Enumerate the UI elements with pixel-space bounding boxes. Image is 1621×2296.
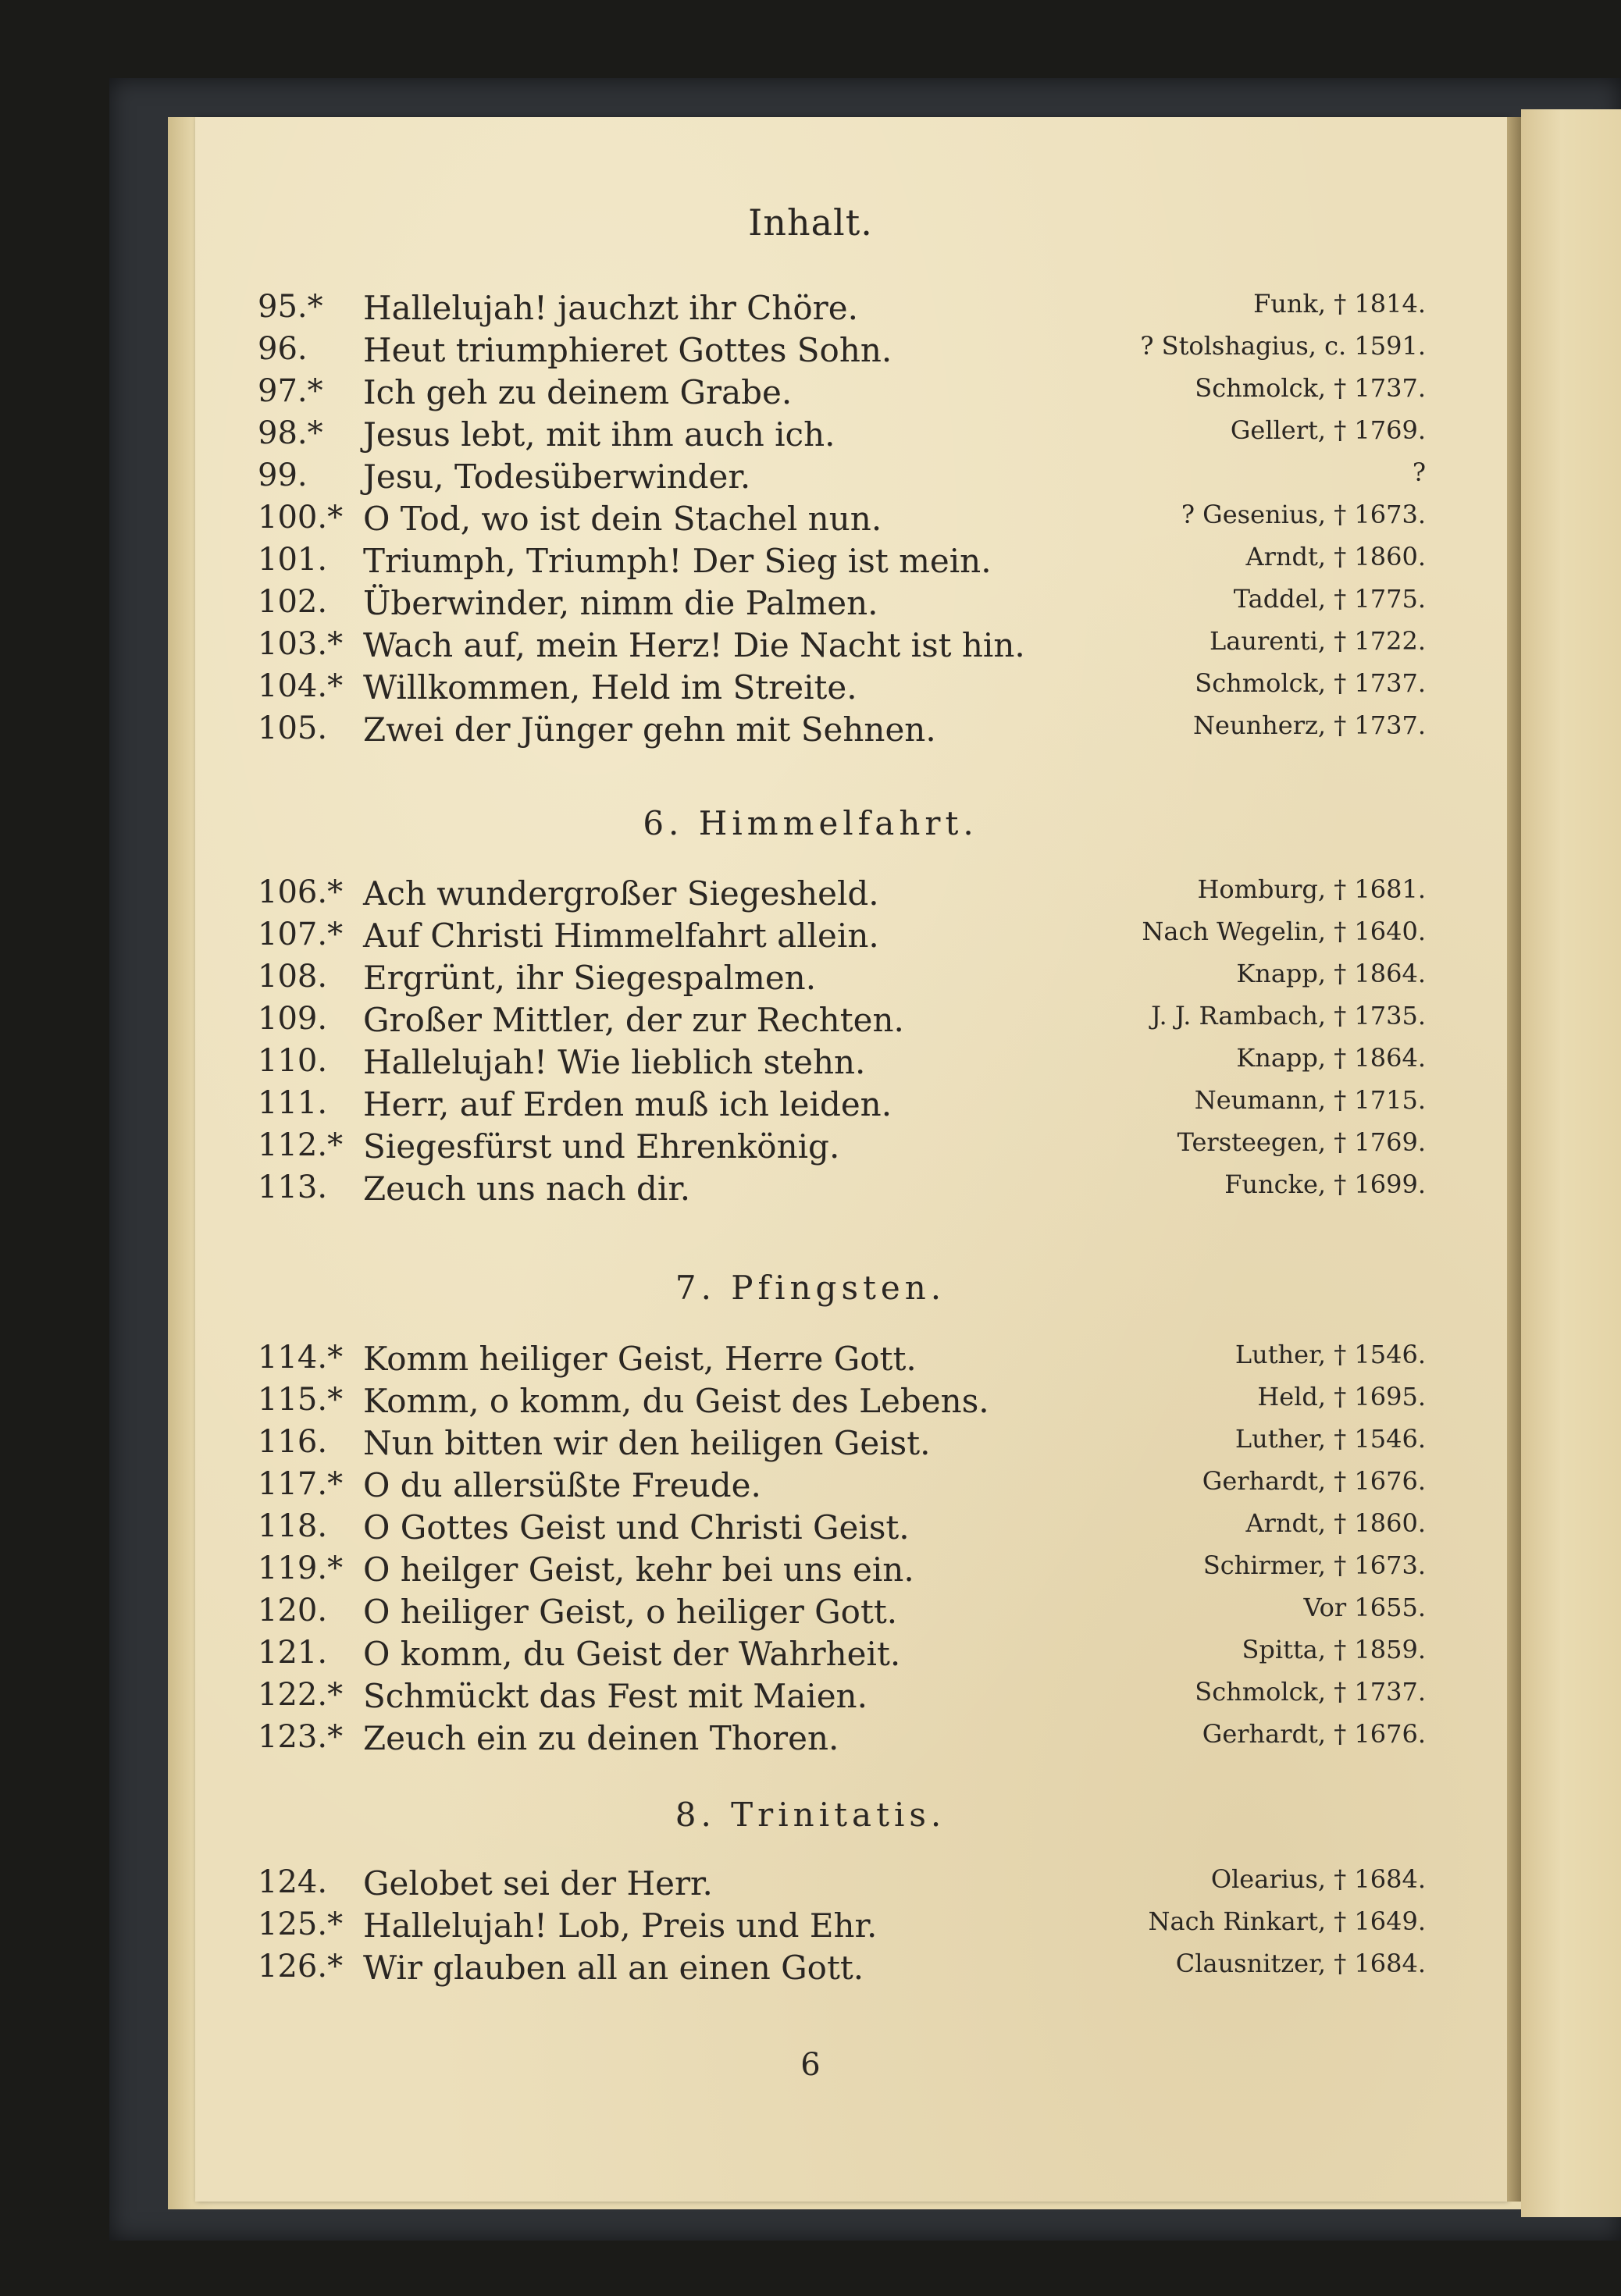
hymn-title: Willkommen, Held im Streite. xyxy=(363,668,857,707)
hymn-number: 102. xyxy=(258,584,328,620)
hymn-number: 100.* xyxy=(258,500,344,536)
hymn-number: 120. xyxy=(258,1593,328,1629)
hymn-number: 107.* xyxy=(258,917,344,952)
toc-entry xyxy=(0,1043,1621,1085)
hymn-title: Ich geh zu deinem Grabe. xyxy=(363,373,793,411)
toc-entry xyxy=(0,457,1621,500)
hymn-title: O heilger Geist, kehr bei uns ein. xyxy=(363,1550,914,1589)
toc-entry xyxy=(0,959,1621,1001)
hymn-number: 101. xyxy=(258,542,328,578)
hymn-title: O du allersüßte Freude. xyxy=(363,1466,761,1504)
hymn-number: 118. xyxy=(258,1508,328,1544)
toc-entry xyxy=(0,1906,1621,1949)
toc-entry xyxy=(0,1127,1621,1169)
hymn-title: Zwei der Jünger gehn mit Sehnen. xyxy=(363,710,936,749)
hymn-author: Homburg, † 1681. xyxy=(1197,874,1426,904)
hymn-title: O heiliger Geist, o heiliger Gott. xyxy=(363,1593,898,1631)
hymn-number: 123.* xyxy=(258,1719,344,1755)
hymn-title: Siegesfürst und Ehrenkönig. xyxy=(363,1127,840,1166)
hymn-author: Nach Rinkart, † 1649. xyxy=(1148,1906,1426,1936)
hymn-title: O Gottes Geist und Christi Geist. xyxy=(363,1508,910,1547)
hymn-author: Schirmer, † 1673. xyxy=(1202,1550,1426,1580)
hymn-author: Gerhardt, † 1676. xyxy=(1202,1719,1426,1749)
hymn-number: 115.* xyxy=(258,1382,344,1418)
hymn-title: Gelobet sei der Herr. xyxy=(363,1864,713,1903)
hymn-author: ? Stolshagius, c. 1591. xyxy=(1140,331,1426,361)
hymn-author: Tersteegen, † 1769. xyxy=(1177,1127,1426,1157)
hymn-title: Nun bitten wir den heiligen Geist. xyxy=(363,1424,931,1462)
hymn-number: 96. xyxy=(258,331,308,367)
hymn-title: Hallelujah! Lob, Preis und Ehr. xyxy=(363,1906,878,1945)
toc-entry xyxy=(0,668,1621,710)
hymn-title: Jesu, Todesüberwinder. xyxy=(363,457,751,496)
toc-entry xyxy=(0,373,1621,415)
hymn-author: Gerhardt, † 1676. xyxy=(1202,1466,1426,1496)
hymn-title: Zeuch ein zu deinen Thoren. xyxy=(363,1719,839,1757)
hymn-title: Triumph, Triumph! Der Sieg ist mein. xyxy=(363,542,992,580)
hymn-number: 121. xyxy=(258,1635,328,1671)
hymn-title: Zeuch uns nach dir. xyxy=(363,1169,691,1208)
toc-entry xyxy=(0,1382,1621,1424)
hymn-author: Neumann, † 1715. xyxy=(1194,1085,1426,1115)
hymn-number: 111. xyxy=(258,1085,328,1121)
hymn-title: Heut triumphieret Gottes Sohn. xyxy=(363,331,892,369)
hymn-title: Schmückt das Fest mit Maien. xyxy=(363,1677,868,1715)
hymn-title: Ergrünt, ihr Siegespalmen. xyxy=(363,959,817,997)
hymn-number: 104.* xyxy=(258,668,344,704)
section-title: 6. Himmelfahrt. xyxy=(643,804,978,842)
hymn-number: 105. xyxy=(258,710,328,746)
hymn-author: Arndt, † 1860. xyxy=(1245,542,1426,571)
hymn-title: Hallelujah! jauchzt ihr Chöre. xyxy=(363,289,858,327)
toc-entry xyxy=(0,542,1621,584)
hymn-number: 124. xyxy=(258,1864,328,1900)
hymn-title: Großer Mittler, der zur Rechten. xyxy=(363,1001,904,1039)
hymn-number: 109. xyxy=(258,1001,328,1037)
hymn-author: J. J. Rambach, † 1735. xyxy=(1151,1001,1426,1031)
hymn-title: Wach auf, mein Herz! Die Nacht ist hin. xyxy=(363,626,1025,664)
hymn-author: Taddel, † 1775. xyxy=(1233,584,1426,614)
hymn-title: Hallelujah! Wie lieblich stehn. xyxy=(363,1043,866,1081)
hymn-title: Komm heiliger Geist, Herre Gott. xyxy=(363,1340,917,1378)
hymn-number: 113. xyxy=(258,1169,328,1205)
toc-entry xyxy=(0,1466,1621,1508)
hymn-number: 108. xyxy=(258,959,328,995)
hymn-author: ? Gesenius, † 1673. xyxy=(1181,500,1426,529)
hymn-number: 122.* xyxy=(258,1677,344,1713)
hymn-author: Schmolck, † 1737. xyxy=(1195,373,1426,403)
hymn-author: Luther, † 1546. xyxy=(1234,1340,1426,1369)
hymn-title: Jesus lebt, mit ihm auch ich. xyxy=(363,415,835,454)
hymn-number: 95.* xyxy=(258,289,323,325)
hymn-author: Olearius, † 1684. xyxy=(1210,1864,1426,1894)
hymn-title: Ach wundergroßer Siegesheld. xyxy=(363,874,879,913)
hymn-number: 112.* xyxy=(258,1127,344,1163)
toc-entry xyxy=(0,1085,1621,1127)
hymn-number: 103.* xyxy=(258,626,344,662)
hymn-author: Spitta, † 1859. xyxy=(1242,1635,1426,1664)
toc-entry xyxy=(0,1550,1621,1593)
hymn-author: Luther, † 1546. xyxy=(1234,1424,1426,1454)
hymn-author: Funk, † 1814. xyxy=(1253,289,1426,319)
hymn-author: Gellert, † 1769. xyxy=(1230,415,1426,445)
toc-entry xyxy=(0,331,1621,373)
hymn-author: Arndt, † 1860. xyxy=(1245,1508,1426,1538)
toc-entry xyxy=(0,1424,1621,1466)
hymn-title: Auf Christi Himmelfahrt allein. xyxy=(363,917,879,955)
toc-entry xyxy=(0,1949,1621,1991)
hymn-author: Vor 1655. xyxy=(1303,1593,1426,1622)
hymn-number: 125.* xyxy=(258,1906,344,1942)
toc-entry xyxy=(0,710,1621,753)
section-title: 8. Trinitatis. xyxy=(675,1796,946,1834)
toc-entry xyxy=(0,1864,1621,1906)
page-number: 6 xyxy=(800,2047,821,2083)
hymn-number: 97.* xyxy=(258,373,323,409)
hymn-number: 110. xyxy=(258,1043,328,1079)
hymn-number: 119.* xyxy=(258,1550,344,1586)
hymn-author: Schmolck, † 1737. xyxy=(1195,668,1426,698)
hymn-title: O Tod, wo ist dein Stachel nun. xyxy=(363,500,882,538)
hymn-title: Überwinder, nimm die Palmen. xyxy=(363,584,878,622)
toc-entry xyxy=(0,1340,1621,1382)
hymn-title: Wir glauben all an einen Gott. xyxy=(363,1949,864,1987)
toc-entry xyxy=(0,584,1621,626)
page-header: Inhalt. xyxy=(748,201,873,244)
hymn-author: Nach Wegelin, † 1640. xyxy=(1142,917,1426,946)
hymn-number: 99. xyxy=(258,457,308,493)
toc-entry xyxy=(0,917,1621,959)
hymn-number: 116. xyxy=(258,1424,328,1460)
hymn-author: Knapp, † 1864. xyxy=(1236,1043,1426,1073)
hymn-author: Held, † 1695. xyxy=(1257,1382,1426,1411)
section-title: 7. Pfingsten. xyxy=(675,1269,946,1307)
toc-entry xyxy=(0,1169,1621,1212)
toc-entry xyxy=(0,874,1621,917)
hymn-author: ? xyxy=(1412,457,1426,487)
toc-entry xyxy=(0,1677,1621,1719)
toc-entry xyxy=(0,626,1621,668)
hymn-author: Funcke, † 1699. xyxy=(1224,1169,1426,1199)
toc-entry xyxy=(0,415,1621,457)
hymn-number: 98.* xyxy=(258,415,323,451)
toc-entry xyxy=(0,1635,1621,1677)
hymn-author: Neunherz, † 1737. xyxy=(1193,710,1426,740)
hymn-number: 114.* xyxy=(258,1340,344,1376)
toc-entry xyxy=(0,1593,1621,1635)
toc-entry xyxy=(0,500,1621,542)
hymn-author: Knapp, † 1864. xyxy=(1236,959,1426,988)
hymn-title: Komm, o komm, du Geist des Lebens. xyxy=(363,1382,989,1420)
hymn-number: 126.* xyxy=(258,1949,344,1985)
toc-entry xyxy=(0,1001,1621,1043)
hymn-title: Herr, auf Erden muß ich leiden. xyxy=(363,1085,892,1123)
hymn-author: Clausnitzer, † 1684. xyxy=(1175,1949,1426,1978)
hymn-number: 106.* xyxy=(258,874,344,910)
hymn-title: O komm, du Geist der Wahrheit. xyxy=(363,1635,901,1673)
toc-entry xyxy=(0,1508,1621,1550)
hymn-author: Schmolck, † 1737. xyxy=(1195,1677,1426,1707)
hymn-author: Laurenti, † 1722. xyxy=(1210,626,1426,656)
hymn-number: 117.* xyxy=(258,1466,344,1502)
toc-entry xyxy=(0,1719,1621,1761)
toc-entry xyxy=(0,289,1621,331)
